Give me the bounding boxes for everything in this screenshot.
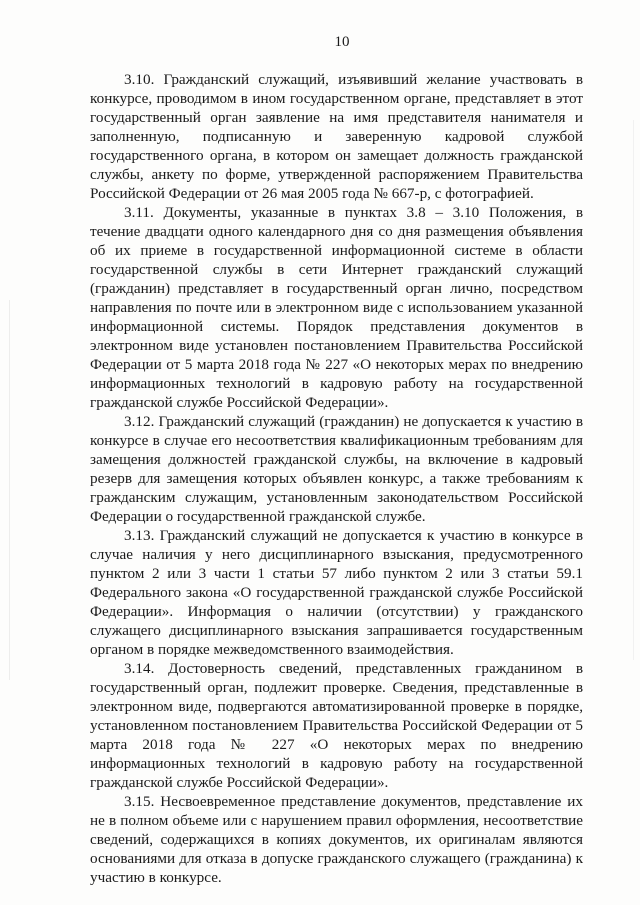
scan-edge-mark [633,120,634,660]
paragraph-3-11: 3.11. Документы, указанные в пунктах 3.8 – 3.10 Положения, в течение двадцати одного календарного дня со дня размещения объявления об их приеме в государственной информационной системе в области государственной службы в сети Интернет гражданский служащий (гражданин) представляет в государственный орган лично, посредством направления по почте или в электронном виде с использованием указанной информационной системы. Порядок представления документов в электронном виде установлен постановлением Правительства Российской Федерации от 5 марта 2018 года № 227 «О некоторых мерах по внедрению информационных технологий в кадровую работу на государственной гражданской службе Российской Федерации». [90,204,583,411]
paragraph-3-14: 3.14. Достоверность сведений, представленных гражданином в государственный орган, подлежит проверке. Сведения, представленные в электронном виде, подвергаются автоматизированной проверке в порядке, установленном постановлением Правительства Российской Федерации от 5 марта 2018 года № 227 «О некоторых мерах по внедрению информационных технологий в кадровую работу на государственной гражданской службе Российской Федерации». [90,660,583,791]
paragraph-3-13: 3.13. Гражданский служащий не допускается к участию в конкурсе в случае наличия у него дисциплинарного взыскания, предусмотренного пунктом 2 или 3 части 1 статьи 57 либо пунктом 2 или 3 статьи 59.1 Федерального закона «О государственной гражданской службе Российской Федерации». Информация о наличии (отсутствии) у гражданского служащего дисциплинарного взыскания запрашивается государственным органом в порядке межведомственного взаимодействия. [90,527,583,658]
paragraph-3-15: 3.15. Несвоевременное представление документов, представление их не в полном объеме или с нарушением правил оформления, несоответствие сведений, содержащихся в копиях документов, их оригиналам являются основаниями для отказа в допуске гражданского служащего (гражданина) к участию в конкурсе. [90,793,583,886]
paragraph-3-12: 3.12. Гражданский служащий (гражданин) не допускается к участию в конкурсе в случае его несоответствия квалификационным требованиям для замещения должностей гражданской службы, на включение в кадровый резерв для замещения которых объявлен конкурс, а также требованиям к гражданским служащим, установленным законодательством Российской Федерации о государственной гражданской службе. [90,413,583,525]
scan-edge-mark [9,300,10,680]
document-body [90,70,583,887]
paragraph-3-10: 3.10. Гражданский служащий, изъявивший желание участвовать в конкурсе, проводимом в ином государственном органе, представляет в этот государственный орган заявление на имя представителя нанимателя и заполненную, подписанную и заверенную кадровой службой государственного органа, в котором он замещает должность гражданской службы, анкету по форме, утвержденной распоряжением Правительства Российской Федерации от 26 мая 2005 года № 667-р, с фотографией. [90,71,583,202]
page-number: 10 [334,34,350,50]
